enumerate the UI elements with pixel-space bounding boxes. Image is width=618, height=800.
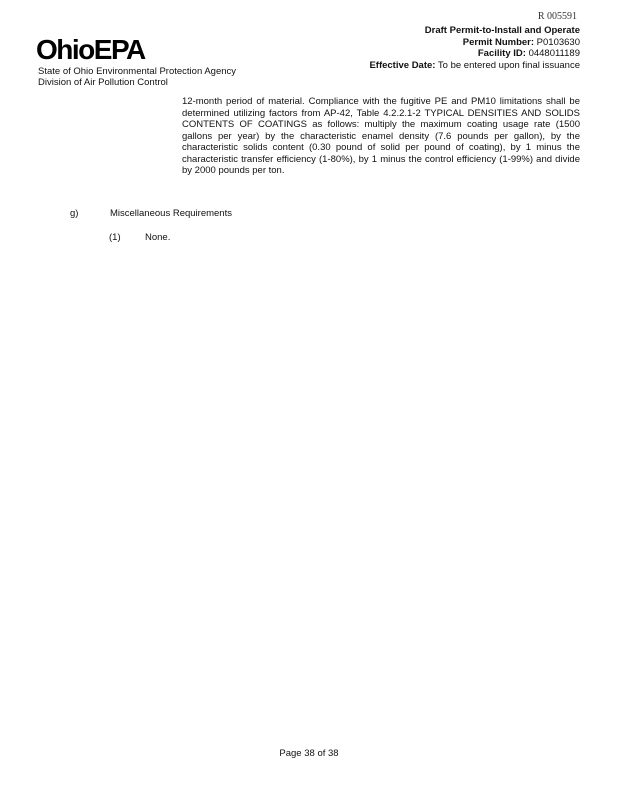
facility-id-label: Facility ID: bbox=[477, 48, 526, 59]
section-g-marker: g) bbox=[70, 208, 79, 219]
permit-number-row bbox=[369, 37, 580, 49]
agency-block bbox=[38, 66, 236, 88]
permit-number-value: P0103630 bbox=[536, 36, 580, 48]
effective-date-label: Effective Date: bbox=[369, 59, 436, 71]
compliance-paragraph: 12-month period of material. Compliance with the fugitive PE and PM10 limitations shall be determined utilizing factors from AP-42, Table 4.2.2.1-2 TYPICAL DENSITIES AND SOLIDS CONTENTS OF COATINGS as follows: multiply the maximum coating usage rate (1500 gallons per year) by the characteristic enamel density (7.6 pounds per gallon), by the characteristic solids content (0.30 pound of solid per pound of coating), by 1 minus the characteristic transfer efficiency (1-80%), by 1 minus the control efficiency (1-99%) and divide by 2000 pounds per ton. bbox=[182, 96, 580, 176]
logo-ohio-text: Ohio bbox=[36, 34, 94, 65]
facility-id-row bbox=[369, 48, 580, 60]
effective-date-row bbox=[369, 60, 580, 72]
section-g-heading: Miscellaneous Requirements bbox=[110, 208, 232, 219]
facility-id-value: 0448011189 bbox=[528, 48, 580, 59]
agency-name: State of Ohio Environmental Protection Agency bbox=[38, 66, 237, 77]
bates-number: R 005591 bbox=[537, 11, 577, 22]
effective-date-value: To be entered upon final issuance bbox=[437, 59, 580, 71]
page-number: Page 38 of 38 bbox=[279, 748, 339, 759]
list-item-marker: (1) bbox=[109, 232, 121, 243]
list-item-text: None. bbox=[145, 232, 171, 243]
permit-info-block bbox=[369, 25, 580, 71]
division-name: Division of Air Pollution Control bbox=[38, 77, 168, 88]
permit-number-label: Permit Number: bbox=[462, 36, 535, 48]
permit-title: Draft Permit-to-Install and Operate bbox=[424, 25, 580, 36]
ohio-epa-logo bbox=[36, 36, 145, 64]
logo-epa-text: EPA bbox=[93, 34, 145, 65]
